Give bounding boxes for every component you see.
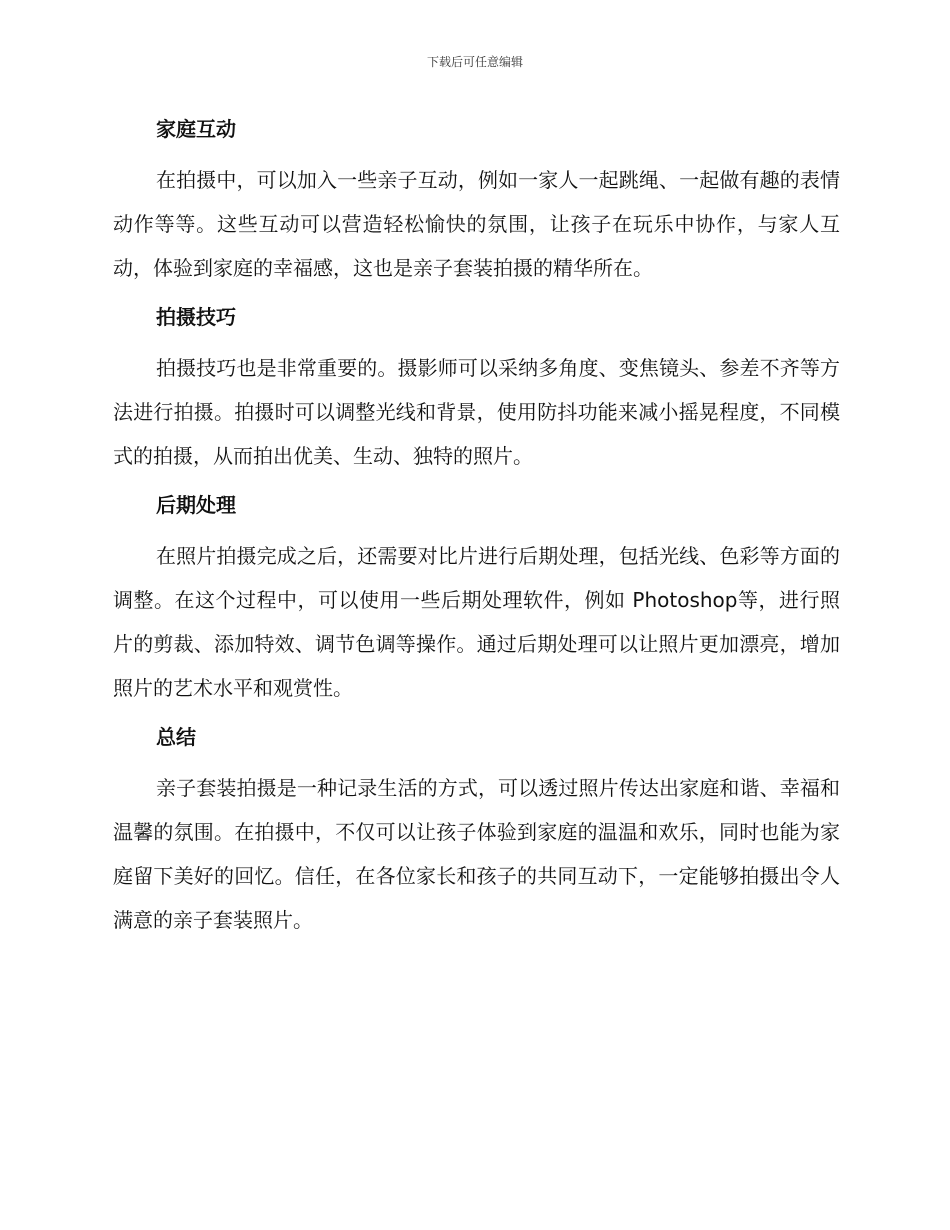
spacer (113, 144, 840, 158)
spacer (113, 332, 840, 346)
section-paragraph-shooting-tips: 拍摄技巧也是非常重要的。摄影师可以采纳多角度、变焦镜头、参差不齐等方法进行拍摄。拍摄时可以调整光线和背景，使用防抖功能来减小摇晃程度，不同模式的拍摄，从而拍出优美、生动、独特的照片。 (113, 356, 840, 468)
spacer (113, 520, 840, 534)
section-title-shooting-tips: 拍摄技巧 (156, 305, 236, 329)
section-paragraph-summary: 亲子套装拍摄是一种记录生活的方式，可以透过照片传达出家庭和谐、幸福和温馨的氛围。在拍摄中，不仅可以让孩子体验到家庭的温温和欢乐，同时也能为家庭留下美好的回忆。信任，在各位家长和孩子的共同互动下，一定能够拍摄出令人满意的亲子套装照片。 (113, 776, 840, 932)
section-title-post-processing: 后期处理 (156, 493, 236, 517)
spacer (113, 290, 840, 302)
section-title-summary: 总结 (156, 725, 196, 749)
document-body (113, 114, 840, 942)
spacer (113, 710, 840, 722)
page-header-note: 下载后可任意编辑 (426, 55, 523, 69)
section-paragraph-family-interaction: 在拍摄中，可以加入一些亲子互动，例如一家人一起跳绳、一起做有趣的表情动作等等。这些互动可以营造轻松愉快的氛围，让孩子在玩乐中协作，与家人互动，体验到家庭的幸福感，这也是亲子套装拍摄的精华所在。 (113, 168, 840, 280)
spacer (113, 478, 840, 490)
section-paragraph-post-processing: 在照片拍摄完成之后，还需要对比片进行后期处理，包括光线、色彩等方面的调整。在这个过程中，可以使用一些后期处理软件，例如 Photoshop等，进行照片的剪裁、添加特效、调节色调等操作。通过后期处理可以让照片更加漂亮，增加照片的艺术水平和观赏性。 (113, 544, 840, 700)
spacer (113, 752, 840, 766)
section-title-family-interaction: 家庭互动 (156, 117, 236, 141)
